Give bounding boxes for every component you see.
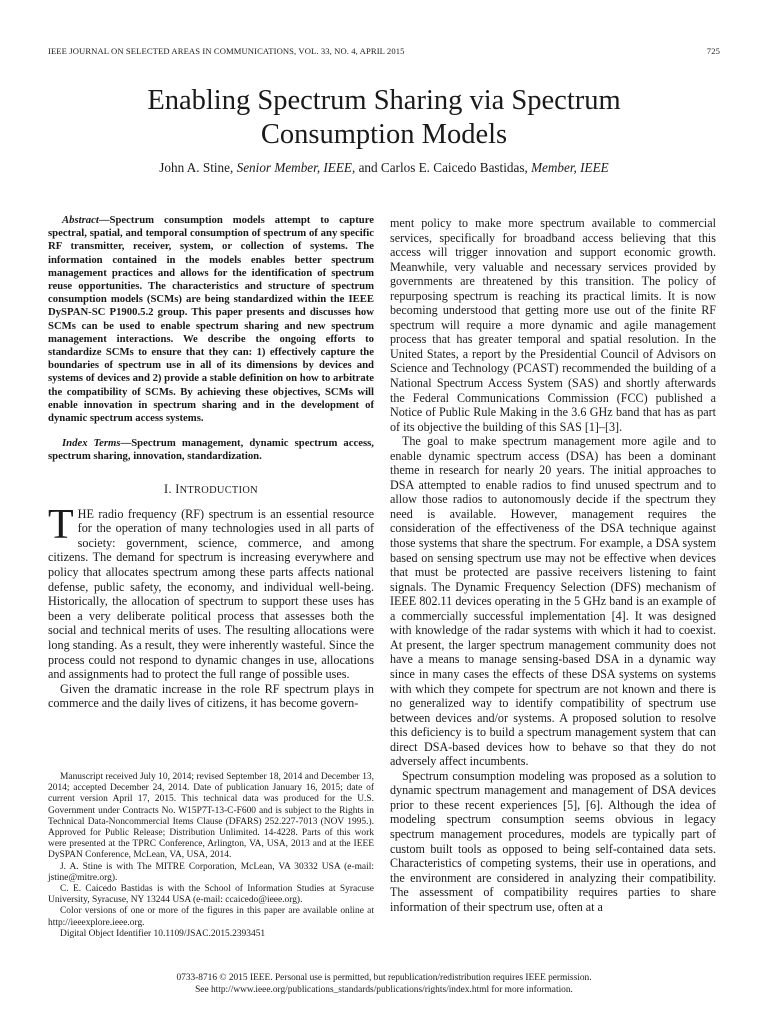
- footnote-author-2: C. E. Caicedo Bastidas is with the School of Information Studies at Syracuse University, Syracuse, NY 13244 USA (e-mail: ccaicedo@ieee.org).: [48, 884, 374, 906]
- running-head: [48, 46, 720, 60]
- section-numeral: I.: [164, 481, 176, 496]
- drop-cap: T: [48, 501, 74, 548]
- footnote-doi: Digital Object Identifier 10.1109/JSAC.2015.2393451: [60, 928, 266, 939]
- right-column: [390, 216, 716, 914]
- index-terms-label: Index Terms: [62, 437, 121, 450]
- author-1: John A. Stine,: [159, 160, 237, 175]
- footnotes: [48, 772, 374, 940]
- section-title-rest: NTRODUCTION: [179, 484, 258, 496]
- journal-citation: IEEE JOURNAL ON SELECTED AREAS IN COMMUNICATIONS, VOL. 33, NO. 4, APRIL 2015: [48, 46, 405, 56]
- copyright-notice: [48, 972, 720, 996]
- author-1-role: Senior Member, IEEE: [236, 160, 352, 175]
- intro-paragraph-1: [48, 501, 374, 682]
- intro-paragraph-2: Given the dramatic increase in the role RF spectrum plays in commerce and the daily lives of citizens, it has become govern-: [48, 681, 374, 711]
- right-paragraph-2: The goal to make spectrum management more agile and to enable dynamic spectrum access (DSA) has been a dominant theme in research for nearly 20 years. The initial approaches to DSA attempted to enable radios to find unused spectrum and to allow those radios to autonomously decide if the spectrum they need is available. However, management requires the consideration of the effectiveness of the DSA technique against those systems that share the spectrum. For example, a DSA system based on sensing spectrum use may not be effective when devices that must be protected are passive receivers listening to faint signals. The Dynamic Frequency Selection (DFS) mechanism of IEEE 802.11 devices operating in the 5 GHz band is an example of a commercially successful implementation [4]. It was designed with knowledge of the radar systems with which it had to coexist. At present, the larger spectrum management community does not have a means to manage sensing-based DSA in a dynamic way since in many cases the effects of these DSA systems on systems with which they compete for spectrum are not known and there is no generalized way to identify compatibility of spectrum use between devices and/or systems. A proposed solution to resolve this deficiency is to build a spectrum management system that can direct DSA-based devices how to behave so that they do not adversely affect incumbents.: [390, 434, 716, 769]
- abstract-text: —Spectrum consumption models attempt to capture spectral, spatial, and temporal consumption of spectrum of any specific RF transmitter, receiver, system, or collection of systems. The information contained in the models enables better spectrum management practices and allows for the identification of spectrum reuse opportunities. The characteristics and structure of spectrum consumption models (SCMs) are being standardized within the IEEE DySPAN-SC P1900.5.2 group. This paper presents and discusses how SCMs can be used to enable spectrum sharing and new spectrum management interactions. We describe the ongoing efforts to standardize SCMs to ensure that they can: 1) effectively capture the boundaries of spectrum use in all of its dimensions by devices and systems of devices and 2) provide a stable definition on how to arbitrate the compatibility of SCMs. By achieving these objectives, SCMs will enable innovation in spectrum sharing and in the development of dynamic spectrum access systems.: [48, 214, 374, 425]
- footnote-manuscript: Manuscript received July 10, 2014; revised September 18, 2014 and December 13, 2014; accepted December 24, 2014. Date of publication January 16, 2015; date of current version April 17, 2015. This technical data was produced for the U.S. Government under Contracts No. W15P7T-13-C-F600 and is subject to the Rights in Technical Data-Noncommercial Items Clause (DFARS) 252.227-7013 (NOV 1995.). Approved for Public Release; Distribution Unlimited. 14-4228. Parts of this work were presented at the TPRC Conference, Arlington, VA, USA, 2013 and at the IEEE DySPAN Conference, McLean, VA, USA, 2014.: [48, 772, 374, 861]
- intro-p1-text: HE radio frequency (RF) spectrum is an essential resource for the operation of many technologies used in all parts of society: government, science, commerce, and among citizens. The demand for spectrum is increasing everywhere and policy that allocates spectrum among these parts affects national defense, public safety, the economy, and individual well-being. Historically, the allocation of spectrum to support these uses has been a very deliberate political process that assesses both the social and technical merits of uses. The resulting allocations were long standing. As a result, they were inherently wasteful. Since the process could not respond to dynamic changes in use, allocations and assignments had to protect the full range of possible uses.: [48, 506, 374, 682]
- page-number: 725: [706, 46, 720, 56]
- title-line-2: Consumption Models: [260, 119, 508, 150]
- copyright-line-2: See http://www.ieee.org/publications_standards/publications/rights/index.html for more information.: [195, 985, 573, 995]
- section-first-letter: I: [175, 481, 180, 496]
- abstract-label: Abstract: [62, 214, 99, 226]
- index-terms-text: —Spectrum management, dynamic spectrum access, spectrum sharing, innovation, standardization.: [48, 437, 374, 463]
- author-list: [48, 160, 720, 176]
- footnote-author-1: J. A. Stine is with The MITRE Corporation, McLean, VA 30332 USA (e-mail: jstine@mitre.org).: [48, 861, 374, 883]
- abstract: [48, 214, 374, 425]
- copyright-line-1: 0733-8716 © 2015 IEEE. Personal use is permitted, but republication/redistribution requires IEEE permission.: [176, 973, 592, 983]
- index-terms: [48, 437, 374, 463]
- paper-title: [60, 84, 708, 152]
- section-heading-introduction: [48, 482, 374, 497]
- right-paragraph-3: Spectrum consumption modeling was proposed as a solution to dynamic spectrum management and management of DSA devices prior to these recent experiences [5], [6]. Although the idea of modeling spectrum consumption seems obvious in legacy spectrum management procedures, models are typically part of custom built tools as opposed to being self-contained data sets. Characteristics of competing systems, their use in operations, and the environment are considered in analyzing their compatibility. The assessment of compatibility requires parties to share information of their spectrum use, often at a: [390, 768, 716, 914]
- left-column: [48, 214, 374, 711]
- footnote-color-versions: Color versions of one or more of the figures in this paper are available online at http://ieeexplore.ieee.org.: [48, 906, 374, 928]
- author-connector: , and Carlos E. Caicedo Bastidas,: [351, 160, 532, 175]
- title-line-1: Enabling Spectrum Sharing via Spectrum: [147, 85, 621, 116]
- right-paragraph-1: ment policy to make more spectrum available to commercial services, specifically for broadband access believing that this access will trigger innovation and support economic growth. Meanwhile, very valuable and necessary services provided by governments are threatened by this transition. The policy of repurposing spectrum is reaching its practical limits. It is now becoming understood that getting more use out of the finite RF spectrum will require a more dynamic and agile management process that has greater temporal and spatial resolution. In the United States, a report by the Presidential Council of Advisors on Science and Technology (PCAST) recommended the building of a National Spectrum Access System (SAS) and shortly afterwards the Federal Communications Commission (FCC) published a Notice of Public Rule Making in the 3.6 GHz band that has as part of its objective the building of this SAS [1]–[3].: [390, 216, 716, 434]
- author-2-role: Member, IEEE: [531, 160, 609, 175]
